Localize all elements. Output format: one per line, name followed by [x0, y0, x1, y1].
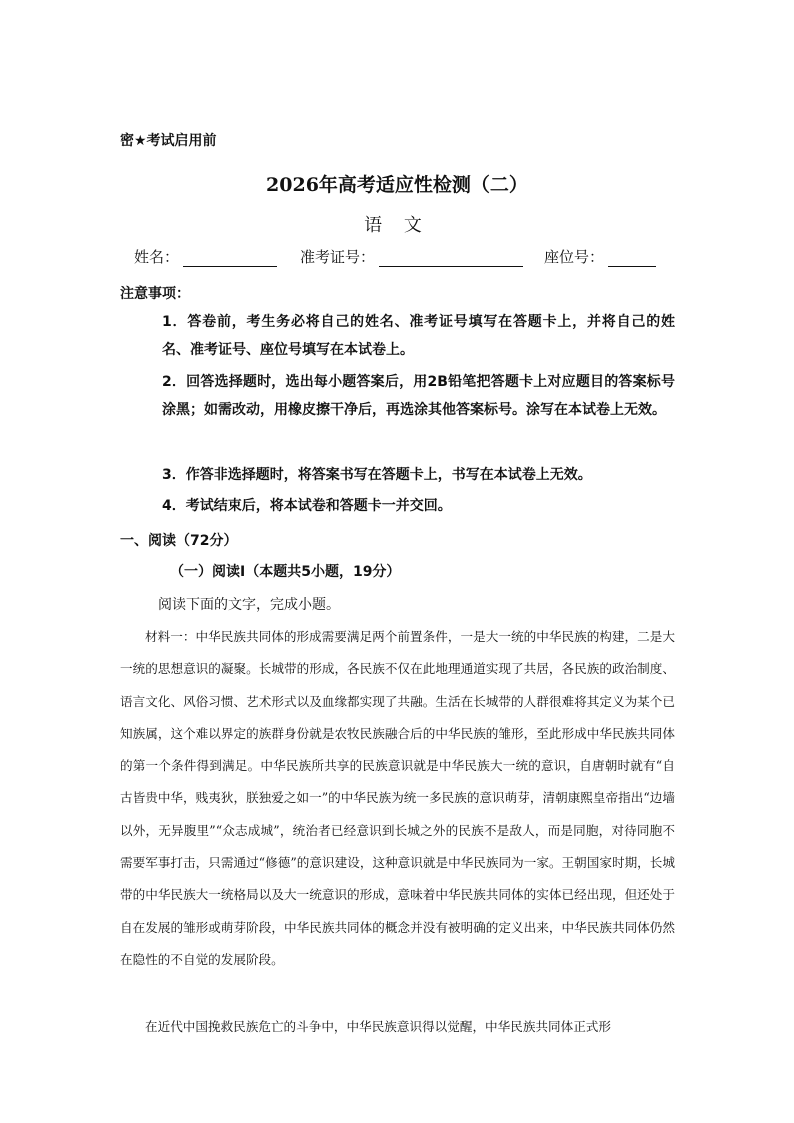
name-label: 姓名：: [134, 248, 180, 266]
seat-label: 座位号：: [544, 248, 605, 266]
notice-item: [120, 492, 675, 520]
notice-heading: 注意事项：: [120, 286, 190, 302]
notice-item-text: 4．考试结束后，将本试卷和答题卡一并交回。: [162, 498, 452, 514]
passage-paragraph: 在近代中国挽救民族危亡的斗争中，中华民族意识得以觉醒，中华民族共同体正式形: [145, 1019, 611, 1034]
exam-id-blank: [379, 250, 523, 267]
seat-field: [544, 246, 656, 267]
exam-title: 2026年高考适应性检测（二）: [266, 174, 528, 196]
notice-item-text: 2．回答选择题时，选出每小题答案后，用2B铅笔把答题卡上对应题目的答案标号涂黑；如需改动，用橡皮擦干净后，再选涂其他答案标号。涂写在本试卷上无效。: [162, 374, 675, 418]
notice-item-text: 1．答卷前，考生务必将自己的姓名、准考证号填写在答题卡上，并将自己的姓名、准考证号、座位号填写在本试卷上。: [162, 314, 675, 358]
notice-item-text: 3．作答非选择题时，将答案书写在答题卡上，书写在本试卷上无效。: [162, 467, 592, 483]
passage-paragraph: 材料一：中华民族共同体的形成需要满足两个前置条件，一是大一统的中华民族的构建，二是大一统的思想意识的凝聚。长城带的形成，各民族不仅在此地理通道实现了共居，各民族的政治制度、语言文化、风俗习惯、艺术形式以及血缘都实现了共融。生活在长城带的人群很难将其定义为某个已知族属，这个难以界定的族群身份就是农牧民族融合后的中华民族的雏形，至此形成中华民族共同体的第一个条件得到满足。中华民族所共享的民族意识就是中华民族大一统的意识，自唐朝时就有“自古皆贵中华，贱夷狄，朕独爱之如一”的中华民族为统一多民族的意识萌芽，清朝康熙皇帝指出“边墙以外，无异腹里”“众志成城”，统治者已经意识到长城之外的民族不是敌人，而是同胞，对待同胞不需要军事打击，只需通过“修德”的意识建设，这种意识就是中华民族同为一家。王朝国家时期，长城带的中华民族大一统格局以及大一统意识的形成，意味着中华民族共同体的实体已经出现，但还处于自在发展的雏形或萌芽阶段，中华民族共同体的概念并没有被明确的定义出来，中华民族共同体仍然在隐性的不自觉的发展阶段。: [120, 629, 675, 967]
name-blank: [183, 250, 277, 267]
section-heading: 一、阅读（72分）: [120, 533, 238, 549]
name-field: [134, 246, 277, 267]
notice-item: [120, 308, 675, 364]
subsection-heading: （一）阅读Ⅰ（本题共5小题，19分）: [170, 564, 401, 580]
exam-id-label: 准考证号：: [300, 248, 376, 266]
seat-blank: [608, 250, 656, 267]
exam-id-field: [300, 246, 523, 267]
reading-direction: 阅读下面的文字，完成小题。: [158, 597, 340, 613]
confidential-label: 密★考试启用前: [120, 133, 217, 149]
subject-title: 语 文: [364, 215, 430, 236]
notice-item: [120, 461, 675, 489]
notice-item: [120, 368, 675, 424]
